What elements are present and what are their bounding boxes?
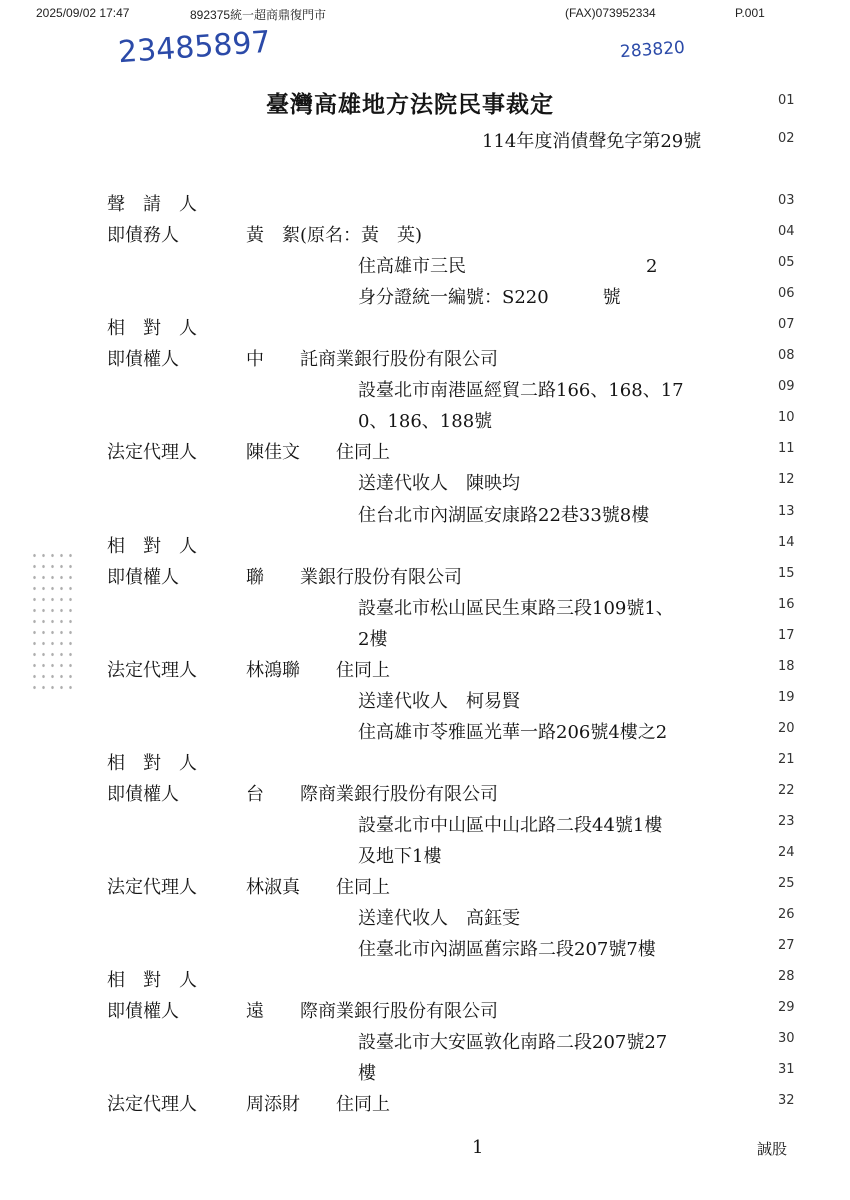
line-text: 2樓 — [358, 629, 388, 650]
line-number: 31 — [778, 1062, 795, 1077]
line-number-02: 02 — [778, 131, 795, 146]
line-text: 設臺北市松山區民生東路三段109號1、 — [358, 598, 674, 619]
line-number: 27 — [778, 938, 795, 953]
party-label: 法定代理人 — [107, 1094, 197, 1115]
party-label: 即債權人 — [107, 784, 179, 805]
line-number: 29 — [778, 1000, 795, 1015]
handwritten-number-right: 283820 — [619, 37, 686, 63]
line-number: 19 — [778, 690, 795, 705]
party-label: 即債權人 — [107, 1001, 179, 1022]
line-number: 15 — [778, 566, 795, 581]
case-number: 114年度消債聲免字第29號 — [482, 131, 702, 152]
line-number: 20 — [778, 721, 795, 736]
line-text: 陳佳文 住同上 — [246, 442, 390, 463]
division-tag: 誠股 — [757, 1140, 788, 1158]
line-number: 26 — [778, 907, 795, 922]
line-number: 11 — [778, 441, 795, 456]
fax-number: (FAX)073952334 — [565, 6, 656, 20]
party-label: 相 對 人 — [107, 753, 197, 774]
line-text: 身分證統一編號：S220 號 — [358, 287, 621, 308]
line-number: 03 — [778, 193, 795, 208]
party-label: 法定代理人 — [107, 660, 197, 681]
line-text: 住高雄市苓雅區光華一路206號4樓之2 — [358, 722, 668, 743]
fax-sender: 892375統一超商鼎復門市 — [190, 8, 327, 22]
line-text: 樓 — [358, 1063, 376, 1084]
line-text: 遠 際商業銀行股份有限公司 — [246, 1001, 498, 1022]
line-text: 及地下1樓 — [358, 846, 442, 867]
line-number: 23 — [778, 814, 795, 829]
party-label: 相 對 人 — [107, 536, 197, 557]
line-number: 17 — [778, 628, 795, 643]
scan-speckle-artifact — [30, 550, 75, 690]
party-label: 相 對 人 — [107, 318, 197, 339]
line-text: 周添財 住同上 — [246, 1094, 390, 1115]
line-text: 黃 絮(原名：黃 英) — [246, 225, 423, 246]
line-number: 12 — [778, 472, 795, 487]
line-text: 送達代收人 高鈺雯 — [358, 908, 520, 929]
line-text: 中 託商業銀行股份有限公司 — [246, 349, 498, 370]
line-number: 08 — [778, 348, 795, 363]
line-number: 21 — [778, 752, 795, 767]
line-text: 住台北市內湖區安康路22巷33號8樓 — [358, 505, 650, 526]
line-number: 24 — [778, 845, 795, 860]
line-text: 住高雄市三民 2 — [358, 256, 658, 277]
fax-page: P.001 — [735, 6, 765, 20]
line-text: 台 際商業銀行股份有限公司 — [246, 784, 498, 805]
line-text: 0、186、188號 — [358, 411, 493, 432]
line-number: 13 — [778, 504, 795, 519]
line-text: 設臺北市中山區中山北路二段44號1樓 — [358, 815, 663, 836]
line-number: 14 — [778, 535, 795, 550]
handwritten-number-left: 23485897 — [116, 24, 272, 71]
line-number: 18 — [778, 659, 795, 674]
line-text: 設臺北市南港區經貿二路166、168、17 — [358, 380, 684, 401]
party-label: 法定代理人 — [107, 442, 197, 463]
party-label: 相 對 人 — [107, 970, 197, 991]
line-text: 林鴻聯 住同上 — [246, 660, 390, 681]
line-number: 25 — [778, 876, 795, 891]
document-title: 臺灣高雄地方法院民事裁定 — [266, 91, 554, 118]
party-label: 即債務人 — [107, 225, 179, 246]
line-number-01: 01 — [778, 93, 795, 108]
party-label: 法定代理人 — [107, 877, 197, 898]
line-number: 30 — [778, 1031, 795, 1046]
line-text: 送達代收人 柯易賢 — [358, 691, 520, 712]
line-number: 04 — [778, 224, 795, 239]
line-text: 住臺北市內湖區舊宗路二段207號7樓 — [358, 939, 656, 960]
line-text: 設臺北市大安區敦化南路二段207號27 — [358, 1032, 668, 1053]
fax-datetime: 2025/09/02 17:47 — [36, 6, 130, 20]
line-number: 07 — [778, 317, 795, 332]
party-label: 即債權人 — [107, 349, 179, 370]
line-number: 16 — [778, 597, 795, 612]
page-number: 1 — [472, 1137, 484, 1158]
line-number: 28 — [778, 969, 795, 984]
party-label: 即債權人 — [107, 567, 179, 588]
line-number: 32 — [778, 1093, 795, 1108]
line-number: 05 — [778, 255, 795, 270]
line-number: 10 — [778, 410, 795, 425]
line-number: 09 — [778, 379, 795, 394]
line-text: 送達代收人 陳映均 — [358, 473, 520, 494]
line-number: 06 — [778, 286, 795, 301]
party-label: 聲 請 人 — [107, 194, 197, 215]
line-number: 22 — [778, 783, 795, 798]
line-text: 林淑真 住同上 — [246, 877, 390, 898]
line-text: 聯 業銀行股份有限公司 — [246, 567, 462, 588]
